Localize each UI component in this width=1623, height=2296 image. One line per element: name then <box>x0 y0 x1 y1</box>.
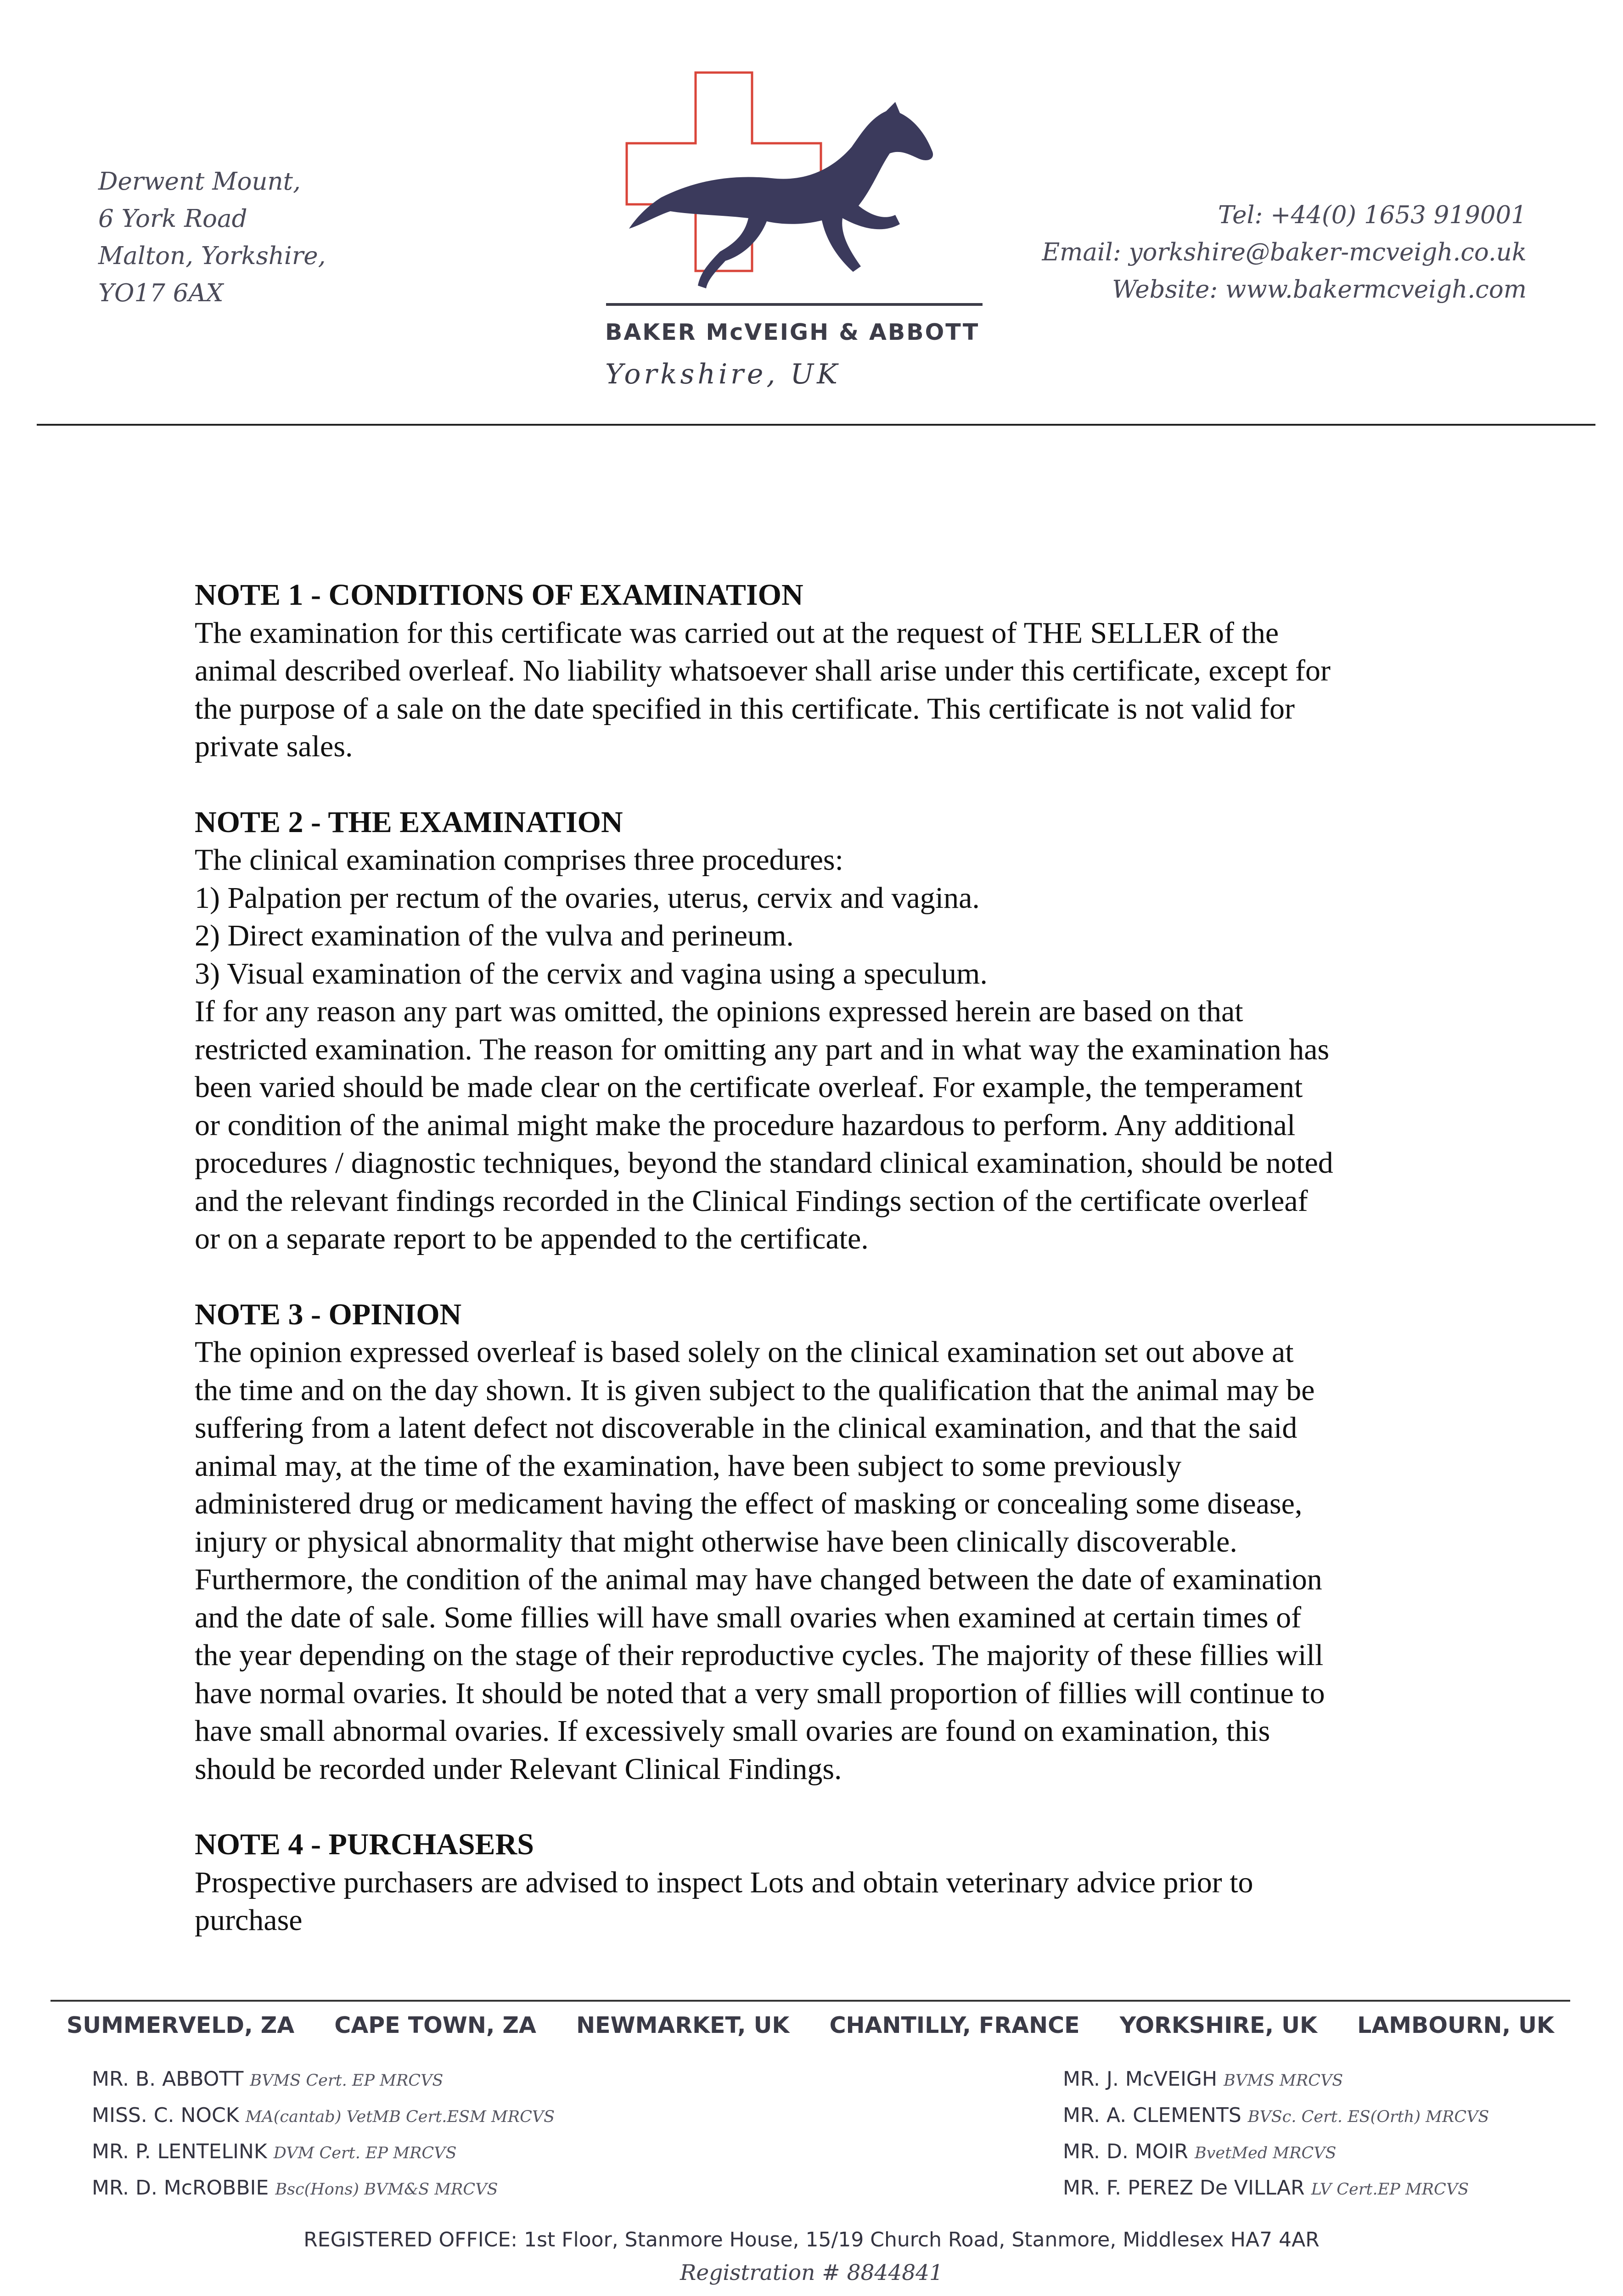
vet-list-right <box>1063 2062 1489 2207</box>
vet-entry <box>1063 2062 1489 2098</box>
note-line: If for any reason any part was omitted, the opinions expressed herein are based on that <box>195 995 1243 1028</box>
vet-name: MR. P. LENTELINK <box>92 2140 267 2163</box>
note-heading: NOTE 4 - PURCHASERS <box>195 1828 534 1861</box>
vet-entry <box>1063 2098 1489 2134</box>
office-item: NEWMARKET, UK <box>576 2012 790 2038</box>
note-line: or on a separate report to be appended to the certificate. <box>195 1222 869 1255</box>
vet-qualifications: BvetMed MRCVS <box>1194 2144 1337 2162</box>
vet-qualifications: BVMS Cert. EP MRCVS <box>250 2071 444 2090</box>
note-line: The examination for this certificate was carried out at the request of THE SELLER of the <box>195 616 1279 650</box>
note-line: or condition of the animal might make the procedure hazardous to perform. Any additional <box>195 1108 1296 1142</box>
registered-office: REGISTERED OFFICE: 1st Floor, Stanmore House, 15/19 Church Road, Stanmore, Middlesex HA7 4AR <box>303 2228 1320 2251</box>
vet-name: MR. A. CLEMENTS <box>1063 2104 1241 2127</box>
vet-entry <box>1063 2134 1489 2171</box>
note-line: Furthermore, the condition of the animal may have changed between the date of examination <box>195 1563 1322 1596</box>
office-item: YORKSHIRE, UK <box>1119 2012 1317 2038</box>
vet-name: MISS. C. NOCK <box>92 2104 239 2127</box>
note-line: administered drug or medicament having the effect of masking or concealing some disease, <box>195 1487 1303 1520</box>
vet-name: MR. B. ABBOTT <box>92 2067 244 2091</box>
note-line: injury or physical abnormality that might otherwise have been clinically discoverable. <box>195 1525 1237 1559</box>
address-line: Derwent Mount, <box>98 168 301 196</box>
note-line: been varied should be made clear on the certificate overleaf. For example, the temperament <box>195 1070 1303 1104</box>
note-line: purchase <box>195 1903 303 1937</box>
note-heading: NOTE 3 - OPINION <box>195 1297 462 1331</box>
note-line: the year depending on the stage of their reproductive cycles. The majority of these fillies will <box>195 1638 1324 1672</box>
vet-qualifications: BVMS MRCVS <box>1224 2071 1343 2090</box>
vet-name: MR. D. MOIR <box>1063 2140 1188 2163</box>
note-heading: NOTE 1 - CONDITIONS OF EXAMINATION <box>195 578 803 612</box>
note-line: 2) Direct examination of the vulva and perineum. <box>195 919 794 952</box>
vet-name: MR. J. McVEIGH <box>1063 2067 1218 2091</box>
logo-underline <box>606 303 983 306</box>
note-line: should be recorded under Relevant Clinical Findings. <box>195 1752 842 1786</box>
note-line: private sales. <box>195 730 353 763</box>
contact-email: Email: yorkshire@baker-mcveigh.co.uk <box>1042 238 1527 266</box>
vet-list-left <box>92 2062 555 2207</box>
note-line: the purpose of a sale on the date specified in this certificate. This certificate is not valid for <box>195 692 1295 726</box>
office-item: CAPE TOWN, ZA <box>334 2012 536 2038</box>
contact-website: Website: www.bakermcveigh.com <box>1112 276 1527 304</box>
note-1 <box>195 576 1453 766</box>
note-line: animal described overleaf. No liability whatsoever shall arise under this certificate, except for <box>195 654 1331 687</box>
firm-logo <box>601 69 987 317</box>
office-item: LAMBOURN, UK <box>1357 2012 1554 2038</box>
note-line: Prospective purchasers are advised to inspect Lots and obtain veterinary advice prior to <box>195 1865 1253 1899</box>
note-line: animal may, at the time of the examination, have been subject to some previously <box>195 1449 1182 1483</box>
note-line: 3) Visual examination of the cervix and vagina using a speculum. <box>195 957 988 990</box>
note-line: The opinion expressed overleaf is based solely on the clinical examination set out above at <box>195 1335 1294 1369</box>
registration-number: Registration # 8844841 <box>680 2260 943 2285</box>
note-3 <box>195 1296 1453 1789</box>
firm-name: BAKER McVEIGH & ABBOTT <box>605 319 980 345</box>
note-line: procedures / diagnostic techniques, beyond the standard clinical examination, should be noted <box>195 1146 1333 1180</box>
note-4 <box>195 1826 1453 1940</box>
vet-name: MR. D. McROBBIE <box>92 2176 269 2200</box>
note-line: 1) Palpation per rectum of the ovaries, uterus, cervix and vagina. <box>195 881 980 915</box>
vet-qualifications: MA(cantab) VetMB Cert.ESM MRCVS <box>245 2108 555 2126</box>
note-line: and the date of sale. Some fillies will have small ovaries when examined at certain times of <box>195 1600 1302 1634</box>
note-line: the time and on the day shown. It is given subject to the qualification that the animal may be <box>195 1373 1315 1407</box>
note-line: restricted examination. The reason for omitting any part and in what way the examination has <box>195 1032 1330 1066</box>
office-item: SUMMERVELD, ZA <box>67 2012 295 2038</box>
address-line: 6 York Road <box>98 205 247 233</box>
contact-block <box>1042 197 1527 308</box>
note-line: suffering from a latent defect not discoverable in the clinical examination, and that the said <box>195 1411 1297 1445</box>
vet-qualifications: Bsc(Hons) BVM&S MRCVS <box>275 2180 498 2199</box>
address-line: YO17 6AX <box>98 279 224 307</box>
firm-location: Yorkshire, UK <box>605 358 841 390</box>
vet-name: MR. F. PEREZ De VILLAR <box>1063 2176 1305 2200</box>
footer-divider <box>51 2000 1570 2002</box>
vet-entry <box>1063 2171 1489 2207</box>
note-2 <box>195 804 1453 1258</box>
cross-icon <box>627 73 821 271</box>
note-line: and the relevant findings recorded in the Clinical Findings section of the certificate overleaf <box>195 1184 1308 1218</box>
note-line: have normal ovaries. It should be noted that a very small proportion of fillies will continue to <box>195 1676 1325 1710</box>
note-line: have small abnormal ovaries. If excessively small ovaries are found on examination, this <box>195 1714 1270 1748</box>
vet-entry <box>92 2134 555 2171</box>
address-line: Malton, Yorkshire, <box>98 242 326 270</box>
vet-qualifications: LV Cert.EP MRCVS <box>1311 2180 1469 2199</box>
horse-icon <box>629 102 933 288</box>
vet-qualifications: BVSc. Cert. ES(Orth) MRCVS <box>1247 2108 1489 2126</box>
note-heading: NOTE 2 - THE EXAMINATION <box>195 805 623 839</box>
contact-phone: Tel: +44(0) 1653 919001 <box>1218 201 1527 229</box>
office-list <box>67 2012 1554 2038</box>
note-line: The clinical examination comprises three procedures: <box>195 843 843 877</box>
vet-entry <box>92 2171 555 2207</box>
header-divider <box>37 424 1595 426</box>
office-item: CHANTILLY, FRANCE <box>829 2012 1080 2038</box>
notes-section <box>195 576 1453 1977</box>
vet-entry <box>92 2098 555 2134</box>
vet-qualifications: DVM Cert. EP MRCVS <box>273 2144 457 2162</box>
vet-entry <box>92 2062 555 2098</box>
address-block <box>98 163 326 312</box>
